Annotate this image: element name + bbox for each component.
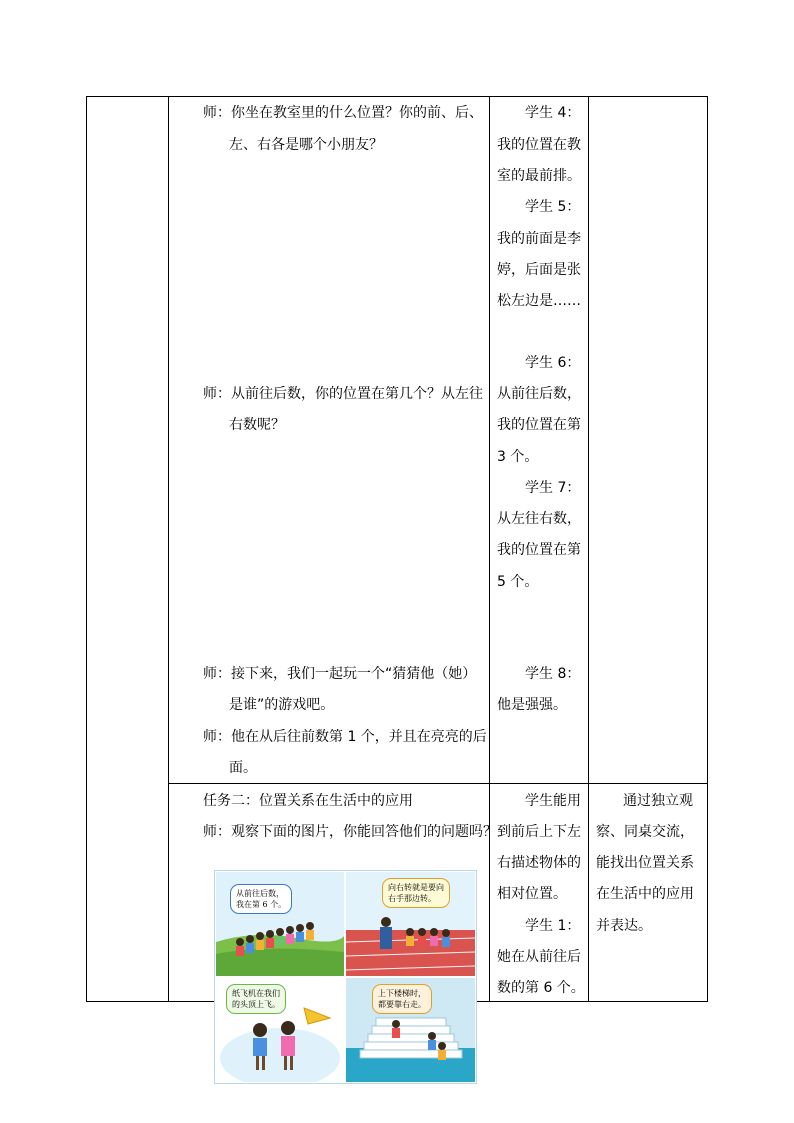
student-label: 学生 4： (525, 105, 581, 121)
bubble-line: 右手那边转。 (388, 894, 436, 903)
student-answer: 数的第 6 个。 (497, 980, 585, 996)
student-answer: 松左边是…… (497, 293, 581, 309)
panel-stairs (346, 978, 475, 1082)
col-divider-1 (168, 96, 169, 1002)
student-answer: 从前往后数， (497, 386, 581, 402)
teacher-line: 师：他在从后往前数第 1 个，并且在亮亮的后 (203, 729, 487, 745)
table-left-border (86, 96, 87, 1002)
table-top-border (86, 96, 708, 97)
student-answer: 她在从前往后 (497, 949, 581, 965)
student-answer: 右描述物体的 (497, 855, 581, 871)
panel-paper-plane (216, 978, 344, 1082)
row-divider (168, 783, 708, 784)
student-label: 学生 8： (525, 666, 581, 682)
student-label: 学生 1： (525, 918, 581, 934)
student-answer: 婷，后面是张 (497, 262, 581, 278)
teacher-line: 师：接下来，我们一起玩一个“猜猜他（她） (203, 666, 477, 682)
bubble-line: 我在第 6 个。 (236, 900, 287, 909)
student-answer: 到前后上下左 (497, 824, 581, 840)
design-intent: 察、同桌交流， (596, 824, 694, 840)
student-answer: 3 个。 (497, 449, 539, 465)
bubble-line: 从前往后数， (236, 889, 284, 898)
col-divider-3 (588, 96, 589, 1002)
student-answer: 我的位置在第 (497, 542, 581, 558)
student-label: 学生 6： (525, 355, 581, 371)
table-right-border (707, 96, 708, 1002)
student-answer: 从左往右数， (497, 511, 581, 527)
design-intent: 能找出位置关系 (596, 855, 694, 871)
student-answer: 我的位置在教 (497, 137, 581, 153)
bubble-line: 都要靠右走。 (378, 1000, 426, 1009)
bubble-line: 的头顶上飞。 (232, 1000, 280, 1009)
design-intent: 并表达。 (596, 918, 652, 934)
panel-turn-right (346, 872, 475, 976)
teacher-line: 师：从前往后数，你的位置在第几个？从左往 (203, 386, 483, 402)
student-answer: 室的最前排。 (497, 168, 581, 184)
student-answer: 5 个。 (497, 574, 539, 590)
teacher-line: 面。 (229, 760, 257, 776)
student-answer: 相对位置。 (497, 886, 567, 902)
speech-bubble (230, 884, 292, 914)
bubble-line: 上下楼梯时， (378, 989, 426, 998)
teacher-line: 左、右各是哪个小朋友？ (229, 137, 383, 153)
student-answer: 我的前面是李 (497, 231, 581, 247)
bubble-line: 向右转就是要向 (388, 883, 444, 892)
speech-bubble (372, 984, 432, 1014)
teacher-line: 师：你坐在教室里的什么位置？你的前、后、 (203, 105, 483, 121)
design-intent: 在生活中的应用 (596, 886, 694, 902)
teacher-line: 是谁”的游戏吧。 (229, 697, 335, 713)
panel-queue (216, 872, 344, 976)
student-label: 学生 7： (525, 480, 581, 496)
student-label: 学生 5： (525, 199, 581, 215)
task-title: 任务二：位置关系在生活中的应用 (203, 793, 413, 809)
teacher-line: 右数呢？ (229, 417, 285, 433)
teacher-line: 师：观察下面的图片，你能回答他们的问题吗？ (203, 824, 497, 840)
student-answer: 学生能用 (525, 793, 581, 809)
col-divider-2 (489, 96, 490, 1002)
student-answer: 我的位置在第 (497, 417, 581, 433)
bubble-line: 纸飞机在我们 (232, 989, 280, 998)
student-answer: 他是强强。 (497, 697, 567, 713)
design-intent: 通过独立观 (623, 793, 693, 809)
speech-bubble (382, 878, 450, 908)
position-illustration (214, 870, 477, 1084)
speech-bubble (226, 984, 286, 1014)
